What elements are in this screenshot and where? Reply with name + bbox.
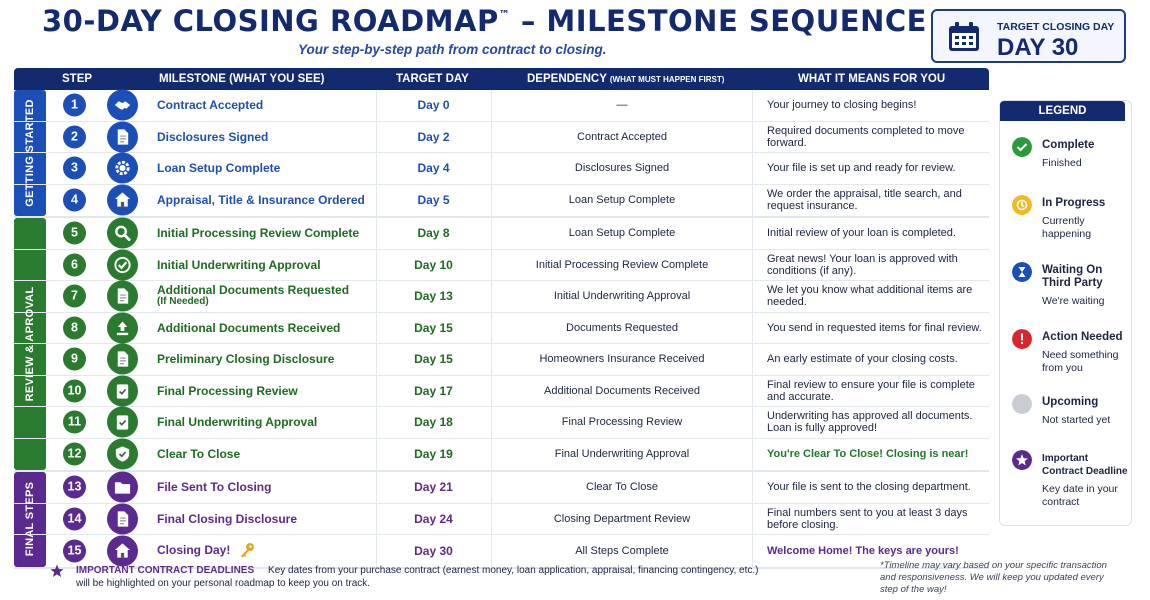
- step-number: 8: [63, 316, 86, 339]
- milestone-name: Additional Documents Received: [157, 320, 341, 335]
- target-closing-day-box: [931, 9, 1126, 63]
- what-it-means: Your file is sent to the closing department.: [767, 481, 971, 494]
- milestone-name: Disclosures Signed: [157, 129, 269, 144]
- cell-divider: [752, 185, 753, 217]
- what-it-means: You send in requested items for final review.: [767, 321, 982, 334]
- step-number: 9: [63, 348, 86, 371]
- target-day: Day 21: [414, 480, 453, 495]
- cell-divider: [752, 439, 753, 471]
- cell-divider: [752, 90, 753, 121]
- milestone-name: Initial Processing Review Complete: [157, 226, 360, 241]
- check-icon: [1012, 137, 1032, 157]
- document-icon: [107, 503, 138, 534]
- target-value: DAY 30: [997, 34, 1079, 61]
- legend-desc: Not started yet: [1042, 414, 1111, 426]
- target-day: Day 30: [414, 543, 453, 558]
- milestone-name: File Sent To Closing: [157, 480, 272, 495]
- what-it-means: Required documents completed to move forward.: [767, 124, 965, 149]
- target-day: Day 5: [417, 193, 450, 208]
- group-label: FINAL STEPS: [24, 481, 36, 557]
- target-day: Day 15: [414, 352, 453, 367]
- target-day: Day 19: [414, 447, 453, 462]
- cell-divider: [752, 122, 753, 153]
- col-target-day: TARGET DAY: [396, 73, 469, 85]
- step-number: 12: [63, 443, 86, 466]
- legend-desc: Key date in your contract: [1042, 483, 1118, 508]
- legend-desc: Currently happening: [1042, 215, 1092, 240]
- group-label: REVIEW & APROVAL: [24, 286, 36, 402]
- what-it-means: Your file is set up and ready for review.: [767, 162, 956, 175]
- table-row: [14, 122, 989, 154]
- step-number: 5: [63, 222, 86, 245]
- shield-check-icon: [107, 439, 138, 470]
- milestone-name: Final Underwriting Approval: [157, 415, 318, 430]
- dependency: Initial Underwriting Approval: [553, 290, 691, 303]
- step-number: 2: [63, 125, 86, 148]
- dependency: Additional Documents Received: [544, 384, 700, 397]
- dependency: Initial Processing Review Complete: [535, 258, 709, 271]
- home-icon: [107, 535, 138, 566]
- table-body: [14, 90, 989, 569]
- table-row: [14, 439, 989, 471]
- milestone-table: [14, 68, 989, 569]
- dependency: —: [616, 99, 628, 112]
- table-row: [14, 407, 989, 439]
- table-row: [14, 90, 989, 122]
- milestone-name: Preliminary Closing Disclosure: [157, 352, 335, 367]
- step-number: 10: [63, 379, 86, 402]
- milestone-name: Closing Day!: [157, 542, 256, 560]
- target-day: Day 13: [414, 289, 453, 304]
- clipboard-check-icon: [107, 407, 138, 438]
- cell-divider: [752, 218, 753, 249]
- table-row: [14, 153, 989, 185]
- table-row: [14, 185, 989, 217]
- col-meaning: WHAT IT MEANS FOR YOU: [798, 73, 946, 85]
- step-number: 4: [63, 189, 86, 212]
- what-it-means: You're Clear To Close! Closing is near!: [767, 448, 969, 461]
- milestone-name: Final Closing Disclosure: [157, 511, 298, 526]
- cell-divider: [752, 376, 753, 407]
- folder-icon: [107, 472, 138, 503]
- legend-label: Upcoming: [1042, 396, 1099, 408]
- target-day: Day 8: [417, 226, 450, 241]
- star-icon: [50, 564, 64, 578]
- table-row: [14, 313, 989, 345]
- cell-divider: [752, 504, 753, 535]
- what-it-means: Your journey to closing begins!: [767, 99, 917, 112]
- legend-label: Waiting On Third Party: [1042, 264, 1103, 289]
- milestone-name: Loan Setup Complete: [157, 161, 281, 176]
- dependency: Contract Accepted: [577, 130, 667, 143]
- handshake-icon: [107, 90, 138, 121]
- col-step: STEP: [62, 73, 93, 85]
- timeline-disclaimer: *Timeline may vary based on your specific transaction and responsiveness. We will keep you updated every step of the way!: [880, 560, 1107, 595]
- what-it-means: Welcome Home! The keys are yours!: [767, 544, 959, 557]
- dependency: Loan Setup Complete: [568, 227, 676, 240]
- step-number: 11: [63, 411, 86, 434]
- milestone-name: Clear To Close: [157, 447, 241, 462]
- clock-icon: [1012, 195, 1032, 215]
- star-icon: [1012, 450, 1032, 470]
- step-number: 3: [63, 157, 86, 180]
- step-number: 13: [63, 476, 86, 499]
- table-row: [14, 344, 989, 376]
- milestone-name: Contract Accepted: [157, 98, 264, 113]
- dependency: Loan Setup Complete: [568, 194, 676, 207]
- target-day: Day 15: [414, 320, 453, 335]
- legend-title: LEGEND: [1000, 101, 1125, 121]
- table-row: [14, 218, 989, 250]
- what-it-means: Final review to ensure your file is complete and accurate.: [767, 378, 975, 403]
- page-title: 30-DAY CLOSING ROADMAP™ – MILESTONE SEQUENCE: [42, 4, 927, 38]
- cell-divider: [752, 407, 753, 438]
- what-it-means: We order the appraisal, title search, and request insurance.: [767, 188, 962, 213]
- table-row: [14, 504, 989, 536]
- table-row: [14, 472, 989, 504]
- legend: [999, 100, 1132, 526]
- step-number: 6: [63, 253, 86, 276]
- what-it-means: Final numbers sent to you at least 3 days before closing.: [767, 506, 968, 531]
- target-day: Day 18: [414, 415, 453, 430]
- table-row: [14, 376, 989, 408]
- calendar-icon: [947, 21, 981, 53]
- cell-divider: [752, 472, 753, 503]
- col-dependency: DEPENDENCY (WHAT MUST HAPPEN FIRST): [527, 73, 725, 85]
- step-number: 15: [63, 539, 86, 562]
- dependency: All Steps Complete: [575, 544, 669, 557]
- check-circle-icon: [107, 249, 138, 280]
- dependency: Disclosures Signed: [574, 162, 670, 175]
- clipboard-check-icon: [107, 375, 138, 406]
- target-day: Day 24: [414, 511, 453, 526]
- step-number: 14: [63, 507, 86, 530]
- dependency: Documents Requested: [566, 321, 678, 334]
- gear-icon: [107, 153, 138, 184]
- legend-desc: We're waiting: [1042, 295, 1105, 307]
- cell-divider: [752, 281, 753, 312]
- group-label: GETTING STARTED: [24, 99, 36, 207]
- group-getting-started: [14, 90, 989, 218]
- dependency: Closing Department Review: [553, 512, 691, 525]
- upload-icon: [107, 312, 138, 343]
- table-row: [14, 535, 989, 567]
- target-day: Day 4: [417, 161, 450, 176]
- legend-desc: Finished: [1042, 157, 1082, 169]
- target-day: Day 0: [417, 98, 450, 113]
- step-number: 7: [63, 285, 86, 308]
- group-review-aproval: [14, 218, 989, 472]
- legend-desc: Need something from you: [1042, 349, 1119, 374]
- legend-label: Important Contract Deadline: [1042, 453, 1128, 477]
- cell-divider: [752, 153, 753, 184]
- milestone-name: Final Processing Review: [157, 383, 298, 398]
- document-icon: [107, 281, 138, 312]
- dependency: Clear To Close: [586, 481, 658, 494]
- key-icon: [238, 542, 256, 560]
- cell-divider: [752, 535, 753, 567]
- cell-divider: [752, 250, 753, 281]
- legend-label: In Progress: [1042, 197, 1106, 209]
- pending-dot: [1012, 394, 1032, 414]
- what-it-means: We let you know what additional items are needed.: [767, 284, 973, 309]
- table-row: [14, 250, 989, 282]
- dependency: Homeowners Insurance Received: [539, 353, 705, 366]
- deadline-note-line2: will be highlighted on your personal roadmap to keep you on track.: [76, 578, 371, 589]
- deadline-note: IMPORTANT CONTRACT DEADLINES Key dates from your purchase contract (earnest money, loan application, appraisal, financing contingency, etc.): [76, 565, 759, 576]
- cell-divider: [752, 344, 753, 375]
- dependency: Final Underwriting Approval: [554, 448, 690, 461]
- milestone-name: Appraisal, Title & Insurance Ordered: [157, 193, 365, 208]
- milestone-name: Initial Underwriting Approval: [157, 257, 321, 272]
- target-label: TARGET CLOSING DAY: [997, 21, 1115, 33]
- target-day: Day 17: [414, 383, 453, 398]
- group-final-steps: [14, 472, 989, 569]
- legend-label: Complete: [1042, 139, 1095, 151]
- hourglass-icon: [1012, 262, 1032, 282]
- legend-label: Action Needed: [1042, 331, 1123, 343]
- target-day: Day 10: [414, 257, 453, 272]
- cell-divider: [752, 313, 753, 344]
- table-row: [14, 281, 989, 313]
- milestone-name: Additional Documents Requested (If Needed): [157, 283, 350, 308]
- home-icon: [107, 185, 138, 216]
- what-it-means: Great news! Your loan is approved with conditions (if any).: [767, 252, 958, 277]
- table-header: [14, 68, 989, 90]
- page-subtitle: Your step-by-step path from contract to closing.: [298, 42, 607, 57]
- exclamation-icon: [1012, 329, 1032, 349]
- search-icon: [107, 218, 138, 249]
- document-icon: [107, 121, 138, 152]
- what-it-means: Underwriting has approved all documents. Loan is fully approved!: [767, 410, 973, 435]
- step-number: 1: [63, 94, 86, 117]
- what-it-means: Initial review of your loan is completed.: [767, 227, 956, 240]
- target-day: Day 2: [417, 129, 450, 144]
- what-it-means: An early estimate of your closing costs.: [767, 353, 958, 366]
- document-icon: [107, 344, 138, 375]
- col-milestone: MILESTONE (WHAT YOU SEE): [159, 73, 325, 85]
- dependency: Final Processing Review: [561, 416, 683, 429]
